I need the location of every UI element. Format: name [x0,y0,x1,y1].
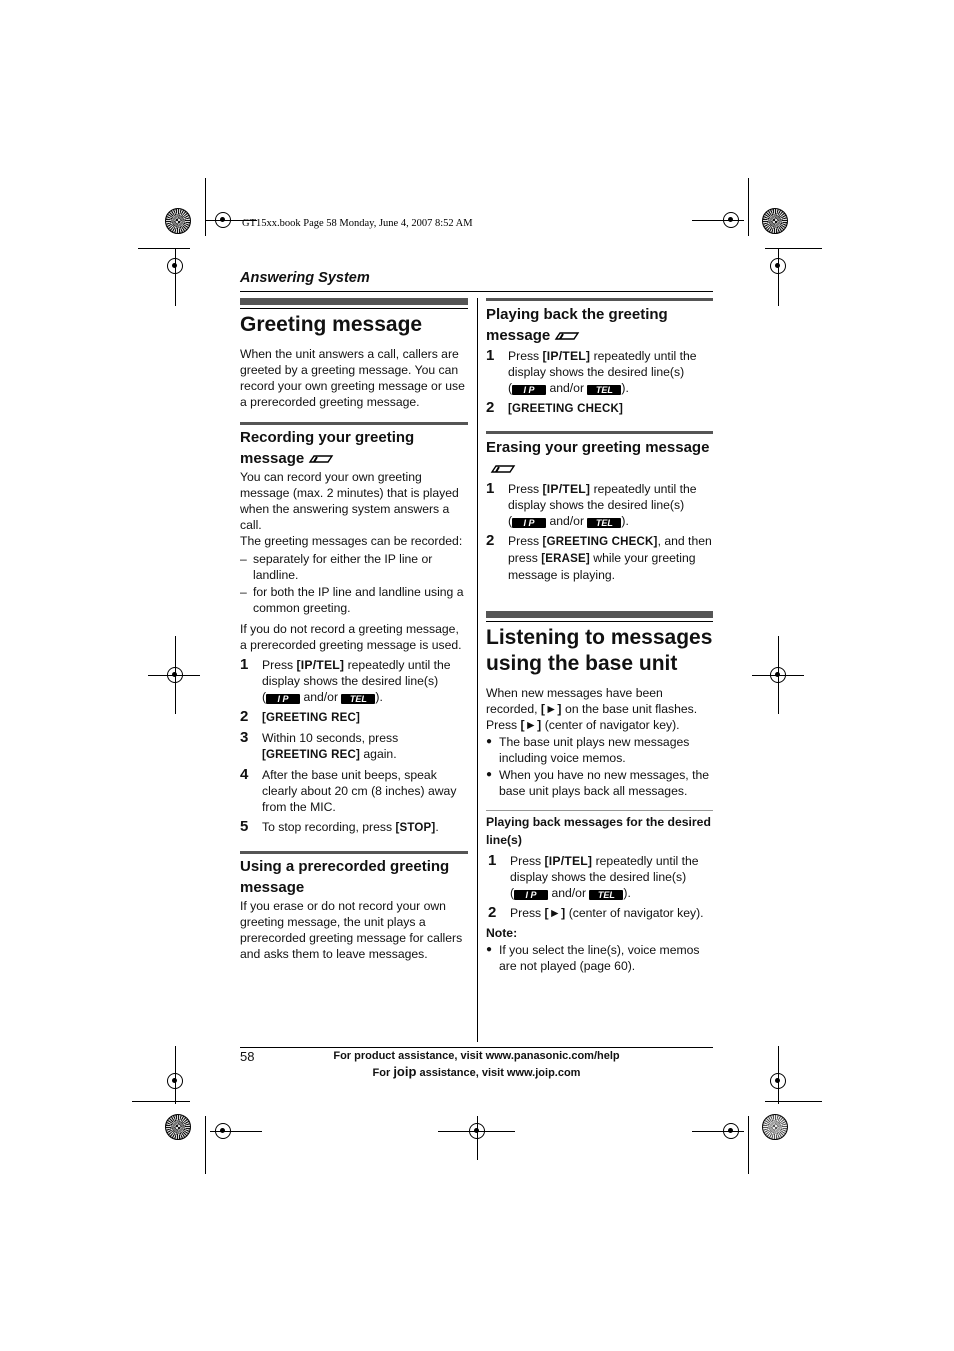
greeting-title: Greeting message [240,313,423,336]
registration-target-icon [167,258,183,274]
step-3: 3 Within 10 seconds, press [GREETING REC] again. [240,729,399,761]
registration-target-icon [215,1123,231,1139]
tel-line-icon: TEL [587,385,621,395]
footer-text: For product assistance, visit www.panasonic.com/help For joip assistance, visit www.joip.com [333,1050,620,1079]
step-1: 1 Press [IP/TEL] repeatedly until the display shows the desired line(s) ( I P and/or TEL ). [488,852,699,900]
list-item: ● When you have no new messages, the base unit plays back all messages. [486,768,710,798]
section-bar [240,298,468,305]
ip-tel-key: [IP/TEL] [542,349,591,363]
recording-p2: The greeting messages can be recorded: [240,534,463,548]
right-column [486,298,713,974]
ip-line-icon: I P [512,518,546,528]
play-key: [►] [544,906,566,920]
step-1: 1 Press [IP/TEL] repeatedly until the display shows the desired line(s) ( I P and/or TEL ). [240,656,451,704]
prerecorded-heading: Using a prerecorded greeting message [240,858,450,896]
step-1: 1 Press [IP/TEL] repeatedly until the display shows the desired line(s) ( I P and/or TEL ). [486,480,697,528]
section-label: Answering System [240,270,370,286]
handset-pen-icon [554,331,580,341]
step-2: 2 Press [►] (center of navigator key). [488,904,704,921]
tel-line-icon: TEL [589,890,623,900]
ip-tel-key: [IP/TEL] [544,854,593,868]
color-calibration-disc-icon [165,208,191,234]
step-5: 5 To stop recording, press [STOP]. [240,818,439,835]
color-calibration-disc-icon [762,1114,788,1140]
handset-pen-icon [490,464,516,474]
tel-line-icon: TEL [341,694,375,704]
registration-target-icon [770,667,786,683]
ip-line-icon: I P [266,694,300,704]
recording-p1: You can record your own greeting message (max. 2 minutes) that is played when the answering system answers a call. [240,470,459,532]
list-item: – separately for either the IP line or landline. [240,552,433,582]
note-label: Note: [486,926,518,940]
greeting-check-key: [GREETING CHECK] [542,536,658,548]
playback-lines-heading: Playing back messages for the desired line(s) [486,815,711,847]
greeting-intro: When the unit answers a call, callers are greeted by a greeting message. You can record your own greeting message or use a prerecorded greeting message. [240,347,465,409]
registration-target-icon [723,1123,739,1139]
listening-intro: When new messages have been recorded, [►] on the base unit flashes. Press [►] (center of navigator key). [486,686,698,732]
step-2: 2 [GREETING CHECK] [486,399,624,416]
step-4: 4 After the base unit beeps, speak clearly about 20 cm (8 inches) away from the MIC. [240,766,457,814]
step-2: 2 Press [GREETING CHECK], and then press [ERASE] while your greeting message is playing. [486,532,712,582]
list-item: ● The base unit plays new messages including voice memos. [486,735,690,765]
step-2: 2 [GREETING REC] [240,708,360,725]
playback-heading: Playing back the greeting message [486,306,668,344]
registration-target-icon [723,212,739,228]
list-item: ● If you select the line(s), voice memos are not played (page 60). [486,943,700,973]
page-number: 58 [240,1049,255,1064]
recording-heading: Recording your greeting message [240,429,415,467]
handset-pen-icon [308,454,334,464]
play-key: [►] [520,718,542,732]
print-info: GT15xx.book Page 58 Monday, June 4, 2007 8:52 AM [242,218,473,229]
registration-target-icon [770,1073,786,1089]
left-column [240,312,468,962]
registration-target-icon [167,667,183,683]
joip-logo: joip [393,1064,417,1079]
tel-line-icon: TEL [587,518,621,528]
listening-title: Listening to messages using the base unit [486,626,713,675]
ip-tel-key: [IP/TEL] [296,658,345,672]
ip-tel-key: [IP/TEL] [542,482,591,496]
color-calibration-disc-icon [762,208,788,234]
ip-line-icon: I P [512,385,546,395]
greeting-rec-key: [GREETING REC] [262,749,360,761]
registration-target-icon [215,212,231,228]
recording-p3: If you do not record a greeting message, a prerecorded greeting message is used. [240,622,462,652]
list-item: – for both the IP line and landline using a common greeting. [240,585,464,615]
stop-key: [STOP] [395,822,436,834]
greeting-rec-key: [GREETING REC] [262,712,360,724]
erasing-heading: Erasing your greeting message [486,437,713,479]
ip-line-icon: I P [514,890,548,900]
prerecorded-body: If you erase or do not record your own greeting message, the unit plays a prerecorded greeting message for callers and asks them to leave messages. [240,899,463,961]
greeting-check-key: [GREETING CHECK] [508,403,624,415]
color-calibration-disc-icon [165,1114,191,1140]
column-divider [477,298,478,1042]
play-key: [►] [540,702,562,716]
registration-target-icon [469,1123,485,1139]
registration-target-icon [167,1073,183,1089]
step-1: 1 Press [IP/TEL] repeatedly until the display shows the desired line(s) ( I P and/or TEL ). [486,347,697,395]
section-bar [486,611,713,618]
registration-target-icon [770,258,786,274]
header-rule [240,291,713,292]
erase-key: [ERASE] [541,553,590,565]
